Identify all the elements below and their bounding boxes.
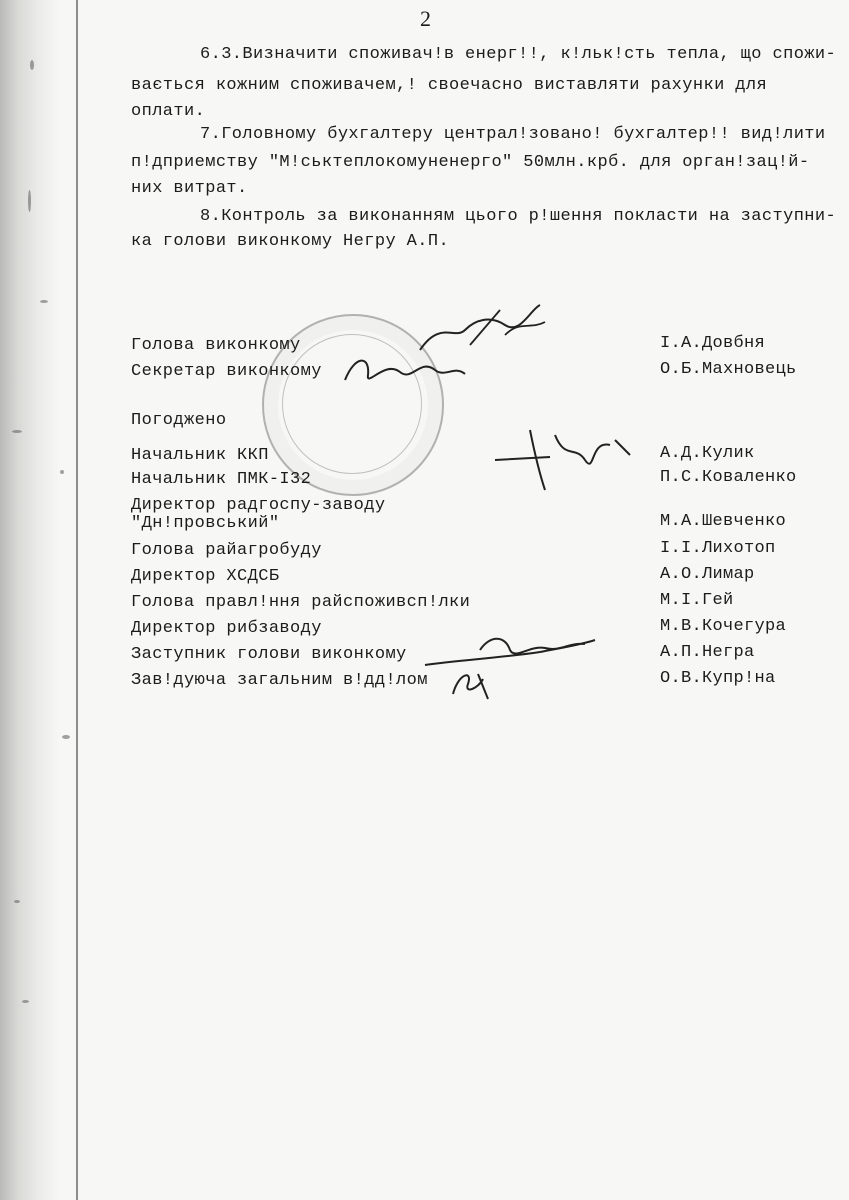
paragraph-7-line-1: 7.Головному бухгалтеру централ!зовано! бухгалтер!! вид!лити [200,125,826,144]
agreed-label: Погоджено [131,411,227,430]
signatory-position-chairman: Голова виконкому [131,336,301,355]
approval-name-kkp: А.Д.Кулик [660,444,755,463]
approval-position-dnipro-line-1: Директор радгоспу-заводу [131,496,386,515]
signatory-name-chairman: I.А.Довбня [660,334,766,353]
paragraph-6-3-line-3: оплати. [131,102,206,121]
approval-position-raispozhyvspilka: Голова правл!ння райспоживсп!лки [131,593,471,612]
paragraph-7-line-2: п!дприемству "М!ськтеплокомуненерго" 50млн.крб. для орган!зац!й- [131,153,810,172]
approval-name-hsdsb: А.О.Лимар [660,565,755,584]
approval-position-raiagrobud: Голова райагробуду [131,541,322,560]
margin-line [76,0,78,1200]
page-number: 2 [420,6,431,31]
signature-kkp [490,415,640,495]
approval-name-deputy-chairman: А.П.Негра [660,643,755,662]
signatory-position-secretary: Секретар виконкому [131,362,322,381]
approval-name-raiagrobud: I.I.Лихотоп [660,539,776,558]
signature-head-general-dept [448,664,498,704]
scan-speck [22,1000,29,1003]
paragraph-6-3-line-2: вається кожним споживачем,! своечасно виставляти рахунки для [131,76,768,95]
approval-name-head-general-dept: О.В.Купр!на [660,669,776,688]
scan-speck [28,190,31,212]
approval-position-hsdsb: Директор ХСДСБ [131,567,280,586]
paragraph-6-3-line-1: 6.3.Визначити споживач!в енерг!!, к!льк!сть тепла, що спожи- [200,45,837,64]
paragraph-8-line-1: 8.Контроль за виконанням цього р!шення покласти на заступни- [200,207,837,226]
paragraph-8-line-2: ка голови виконкому Негру А.П. [131,232,450,251]
approval-name-pmk: П.С.Коваленко [660,468,797,487]
approval-name-dnipro: М.А.Шевченко [660,512,787,531]
approval-position-head-general-dept: Зав!дуюча загальним в!дд!лом [131,671,428,690]
scan-speck [60,470,64,474]
approval-position-kkp: Начальник ККП [131,446,269,465]
approval-position-rybzavod: Директор рибзаводу [131,619,322,638]
approval-name-rybzavod: М.В.Кочегура [660,617,787,636]
scan-speck [62,735,70,739]
approval-name-raispozhyvspilka: М.I.Гей [660,591,734,610]
approval-position-deputy-chairman: Заступник голови виконкому [131,645,407,664]
signature-secretary [340,350,470,395]
scan-speck [12,430,22,433]
scan-speck [40,300,48,303]
scan-speck [14,900,20,903]
scan-speck [30,60,34,70]
approval-position-dnipro-line-2: "Дн!провський" [131,514,280,533]
paragraph-7-line-3: них витрат. [131,179,248,198]
signatory-name-secretary: О.Б.Махновець [660,360,797,379]
approval-position-pmk: Начальник ПМК-I32 [131,470,312,489]
scan-binding-shadow [0,0,60,1200]
